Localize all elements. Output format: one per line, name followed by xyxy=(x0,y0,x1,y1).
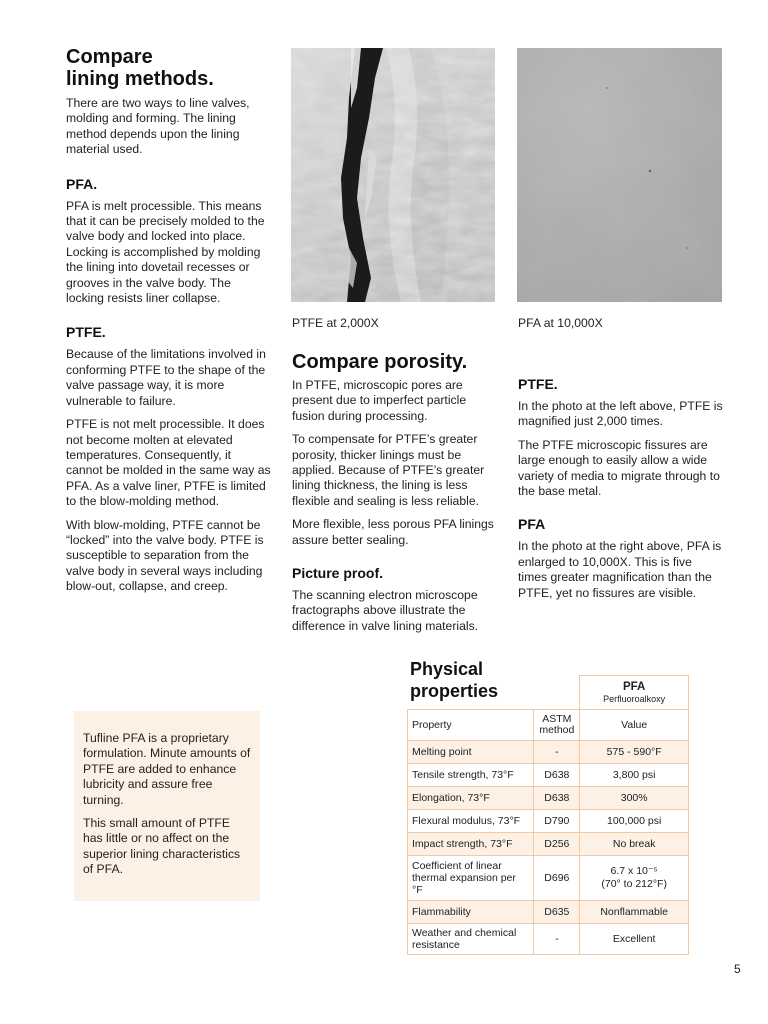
column-header-astm: ASTM method xyxy=(534,710,580,741)
method-cell: - xyxy=(534,924,580,955)
property-cell: Flammability xyxy=(408,901,534,924)
method-cell: D790 xyxy=(534,810,580,833)
picture-proof-heading: Picture proof. xyxy=(292,565,384,582)
table-row xyxy=(408,741,689,764)
ptfe-photo-text xyxy=(518,399,724,499)
value-cell: Excellent xyxy=(580,924,689,955)
property-cell: Melting point xyxy=(408,741,534,764)
section-title-lining-methods xyxy=(66,46,271,90)
method-cell: D256 xyxy=(534,833,580,856)
ptfe-lining-text xyxy=(66,347,271,594)
value-cell: 300% xyxy=(580,787,689,810)
table-row xyxy=(408,810,689,833)
paragraph: In the photo at the left above, PTFE is magnified just 2,000 times. xyxy=(518,399,723,429)
ptfe-photo-caption: PTFE at 2,000X xyxy=(292,316,379,330)
pfa-photo-caption: PFA at 10,000X xyxy=(518,316,603,330)
value-cell: 100,000 psi xyxy=(580,810,689,833)
property-cell: Flexural modulus, 73°F xyxy=(408,810,534,833)
section-title-porosity: Compare porosity. xyxy=(292,351,468,373)
pfa-heading: PFA. xyxy=(66,175,98,192)
paragraph: The PTFE microscopic fissures are large enough to easily allow a wide variety of media to migrate through to the base metal. xyxy=(518,437,720,499)
method-cell: D638 xyxy=(534,787,580,810)
column-header-property: Property xyxy=(408,710,534,741)
paragraph: This small amount of PTFE has little or no affect on the superior lining characteristics of PFA. xyxy=(83,816,241,877)
title-line-2: lining methods. xyxy=(66,68,214,90)
column-photo-notes xyxy=(518,376,724,601)
paragraph: In PTFE, microscopic pores are present due to imperfect particle fusion during processing. xyxy=(292,378,467,423)
material-header-cell xyxy=(580,676,689,710)
ptfe-photo-heading: PTFE. xyxy=(518,376,558,392)
value-cell xyxy=(580,856,689,901)
title-line-1: Compare xyxy=(66,46,153,68)
method-cell: D638 xyxy=(534,764,580,787)
value-cell: Nonflammable xyxy=(580,901,689,924)
value-cell: 3,800 psi xyxy=(580,764,689,787)
material-full-name: Perfluoroalkoxy xyxy=(603,693,666,704)
column-lining-methods xyxy=(66,46,271,595)
porosity-text xyxy=(292,378,500,548)
pfa-photo-heading: PFA xyxy=(518,516,546,533)
table-material-header-row xyxy=(408,676,689,710)
paragraph: More flexible, less porous PFA linings assure better sealing. xyxy=(292,517,494,547)
pfa-lining-text: PFA is melt processible. This means that it can be precisely molded to the valve body and locked into place. Locking is accomplished by molding the lining into dovetail recesses or grooves in the valve body. The locking resists liner collapse. xyxy=(66,198,265,306)
property-cell: Elongation, 73°F xyxy=(408,787,534,810)
tufline-note-box xyxy=(74,711,260,901)
value-line-2: (70° to 212°F) xyxy=(601,878,667,890)
ptfe-micrograph xyxy=(291,48,495,302)
table-row xyxy=(408,833,689,856)
title-line-1: Physical xyxy=(410,659,484,679)
tufline-note-text xyxy=(83,731,252,878)
header-blank-cell xyxy=(408,676,580,710)
title-line-2: properties xyxy=(410,681,499,701)
page-number: 5 xyxy=(734,962,741,976)
pfa-micrograph xyxy=(517,48,722,302)
picture-proof-text: The scanning electron microscope fractographs above illustrate the difference in valve lining materials. xyxy=(292,588,479,633)
column-porosity xyxy=(292,351,500,634)
table-row xyxy=(408,787,689,810)
property-cell: Tensile strength, 73°F xyxy=(408,764,534,787)
property-cell: Weather and chemical resistance xyxy=(408,924,534,955)
paragraph: Tufline PFA is a proprietary formulation. Minute amounts of PTFE are added to enhance lubricity and assure free turning. xyxy=(83,731,251,807)
table-header-row xyxy=(408,710,689,741)
method-cell: - xyxy=(534,741,580,764)
ptfe-heading: PTFE. xyxy=(66,324,106,341)
property-cell: Impact strength, 73°F xyxy=(408,833,534,856)
property-cell: Coefficient of linear thermal expansion per °F xyxy=(408,856,534,901)
table-row xyxy=(408,924,689,955)
method-cell: D635 xyxy=(534,901,580,924)
lining-intro: There are two ways to line valves, molding and forming. The lining method depends upon the lining material used. xyxy=(66,96,250,157)
pfa-photo-text: In the photo at the right above, PFA is enlarged to 10,000X. This is five times greater magnification than the PTFE, yet no fissures are visible. xyxy=(518,539,722,600)
method-cell: D696 xyxy=(534,856,580,901)
value-cell: No break xyxy=(580,833,689,856)
table-row xyxy=(408,764,689,787)
value-cell: 575 - 590°F xyxy=(580,741,689,764)
value-line-1: 6.7 x 10⁻⁵ xyxy=(610,865,658,877)
paragraph: With blow-molding, PTFE cannot be “locked” into the valve body. PTFE is susceptible to separation from the valve body in several ways including blow-out, collapse, and creep. xyxy=(66,517,264,594)
paragraph: Because of the limitations involved in conforming PTFE to the shape of the valve passage way, it is more vulnerable to failure. xyxy=(66,347,266,408)
table-row xyxy=(408,901,689,924)
paragraph: To compensate for PTFE’s greater porosity, thicker linings must be applied. Because of PTFE’s greater lining thickness, the lining is less flexible and sealing is less reliable. xyxy=(292,432,485,508)
table-row xyxy=(408,856,689,901)
paragraph: PTFE is not melt processible. It does not become molten at elevated temperatures. Consequently, it cannot be molded in the same way as PFA. As a valve liner, PTFE is limited to the blow-molding method. xyxy=(66,417,271,509)
physical-properties-table xyxy=(407,675,689,955)
column-header-value: Value xyxy=(580,710,689,741)
material-name: PFA xyxy=(622,680,646,693)
